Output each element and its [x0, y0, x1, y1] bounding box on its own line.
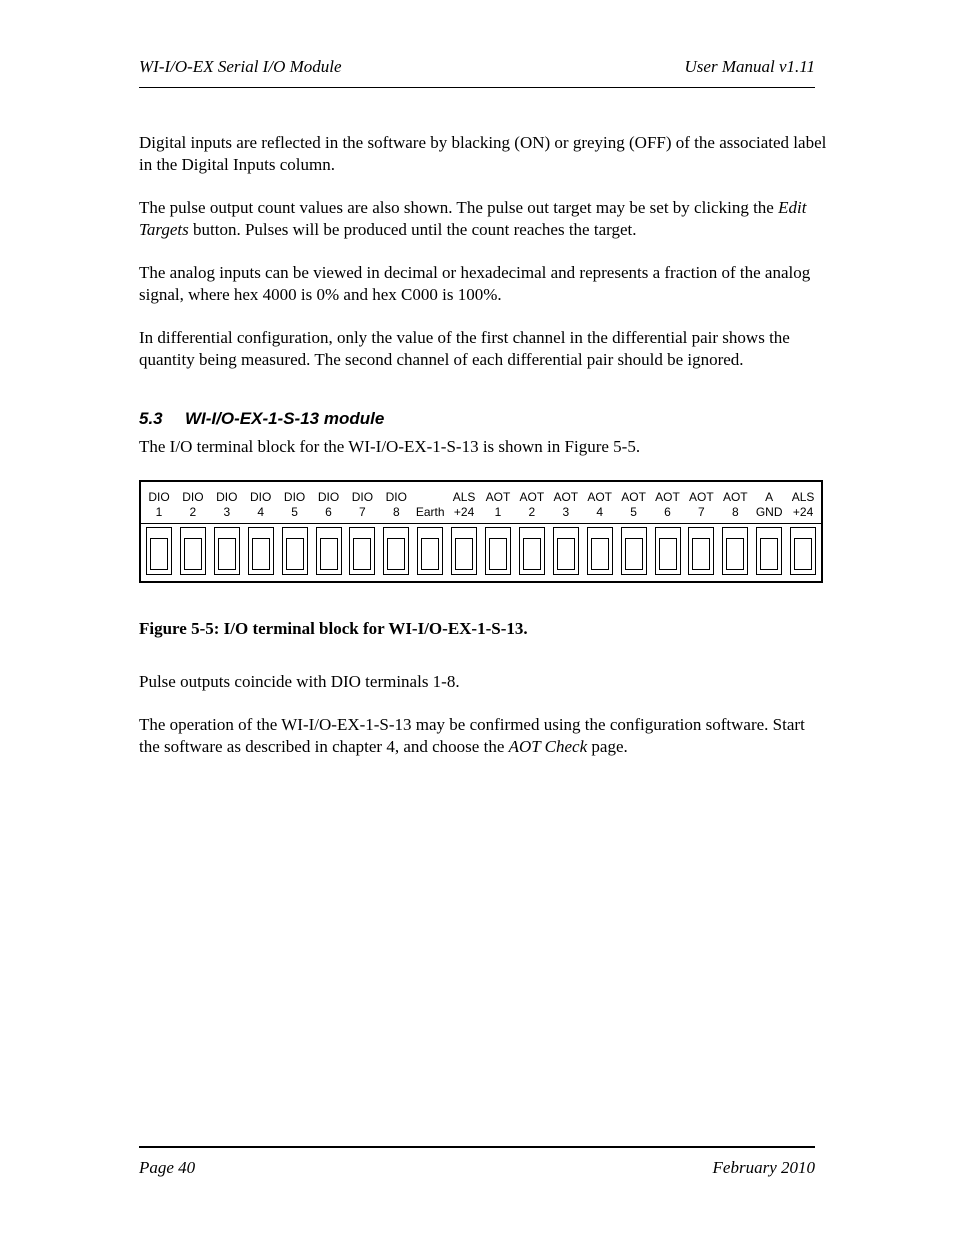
terminal-screw-inner — [760, 538, 778, 570]
paragraph — [139, 327, 829, 371]
terminal-screw-slot — [451, 527, 477, 575]
paragraph — [139, 714, 829, 758]
terminal-label — [617, 490, 651, 520]
terminal-label-top — [413, 490, 447, 505]
terminal-screw-slot — [553, 527, 579, 575]
terminal-label-top: AOT — [655, 490, 680, 504]
terminal-screw-slot — [316, 527, 342, 575]
terminal-label-bottom: 6 — [664, 505, 671, 519]
terminal-label — [549, 490, 583, 520]
terminal-label — [210, 490, 244, 520]
terminal-screw-slot — [519, 527, 545, 575]
terminal-label-top: DIO — [216, 490, 238, 504]
terminal-label-top: DIO — [385, 490, 407, 504]
terminal-block-figure — [139, 480, 823, 583]
terminal-label-bottom: 2 — [528, 505, 536, 519]
header-version: User Manual v1.11 — [684, 57, 815, 76]
terminal-label-bottom: 4 — [257, 505, 265, 519]
paragraph — [139, 197, 829, 241]
terminal-screw-inner — [489, 538, 507, 570]
terminal-label-top: DIO — [283, 490, 306, 504]
emphasis-text: Edit Targets — [139, 198, 807, 239]
terminal-screw-inner — [557, 538, 575, 570]
terminal-screw-inner — [421, 538, 439, 570]
terminal-screw-inner — [320, 538, 338, 570]
terminal-label — [447, 490, 481, 520]
terminal-label-top: AOT — [519, 490, 545, 504]
terminal-label-bottom: 5 — [291, 505, 298, 519]
terminal-label-top: AOT — [722, 490, 748, 504]
terminal-screw-inner — [252, 538, 270, 570]
terminal-label-top: ALS — [791, 490, 815, 504]
terminal-label-row — [141, 485, 821, 524]
paragraph — [139, 132, 829, 176]
terminal-screw-inner — [625, 538, 643, 570]
terminal-label-bottom: 7 — [359, 505, 366, 519]
terminal-label-bottom: 1 — [494, 505, 502, 519]
terminal-label-top: DIO — [250, 490, 272, 504]
terminal-screw-slot — [621, 527, 647, 575]
terminal-label-bottom: GND — [755, 505, 783, 519]
terminal-label — [651, 490, 685, 520]
text-run: button. Pulses will be produced until the count reaches the target. — [188, 220, 637, 239]
page-number: Page 40 — [139, 1158, 196, 1177]
terminal-screw-slot — [214, 527, 240, 575]
text-run: Pulse outputs coincide with DIO terminals 1-8. — [139, 672, 460, 691]
footer-date: February 2010 — [712, 1158, 815, 1177]
terminal-screw-slot — [417, 527, 443, 575]
terminal-screw-slot — [282, 527, 308, 575]
terminal-label-bottom: +24 — [792, 505, 814, 519]
terminal-label-bottom: 6 — [325, 505, 332, 519]
terminal-screw-slot — [655, 527, 681, 575]
terminal-label-bottom: +24 — [453, 505, 475, 519]
terminal-screw-inner — [726, 538, 744, 570]
terminal-label-top: AOT — [553, 490, 579, 504]
terminal-label — [244, 490, 278, 520]
terminal-label-bottom: Earth — [415, 505, 445, 519]
terminal-screw-inner — [455, 538, 473, 570]
terminal-label-top: DIO — [182, 490, 204, 504]
terminal-screw-slot — [146, 527, 172, 575]
text-run: Digital inputs are reflected in the software by blacking (ON) or greying (OFF) of the associated label in the Digital Inputs column. — [139, 133, 827, 174]
terminal-screw-slot — [688, 527, 714, 575]
terminal-screw-inner — [286, 538, 304, 570]
terminal-label — [515, 490, 549, 520]
terminal-label — [345, 490, 379, 520]
text-run: The analog inputs can be viewed in decimal or hexadecimal and represents a fraction of the analog signal, where hex 4000 is 0% and hex C000 is 100%. — [139, 263, 811, 304]
terminal-label — [752, 490, 786, 520]
terminal-label — [176, 490, 210, 520]
figure-caption: Figure 5-5: I/O terminal block for WI-I/O-EX-1-S-13. — [139, 619, 528, 638]
terminal-label — [583, 490, 617, 520]
terminal-screw-slot — [248, 527, 274, 575]
terminal-screw-slot — [756, 527, 782, 575]
terminal-label — [786, 490, 820, 520]
terminal-label — [413, 490, 447, 520]
terminal-screw-inner — [387, 538, 405, 570]
terminal-label — [718, 490, 752, 520]
terminal-label — [142, 490, 176, 520]
section-title: WI-I/O-EX-1-S-13 module — [185, 409, 385, 428]
terminal-label — [379, 490, 413, 520]
terminal-screw-slot — [383, 527, 409, 575]
paragraph — [139, 262, 829, 306]
header-title: WI-I/O-EX Serial I/O Module — [139, 57, 342, 76]
terminal-label-top: DIO — [148, 490, 170, 504]
terminal-screw-inner — [659, 538, 677, 570]
terminal-label-bottom: 3 — [223, 505, 231, 519]
section-heading — [139, 409, 384, 429]
text-run: page. — [587, 737, 628, 756]
body-text — [139, 132, 829, 392]
terminal-screw-slot — [587, 527, 613, 575]
terminal-screw-slot — [790, 527, 816, 575]
terminal-label-bottom: 8 — [392, 505, 400, 519]
text-run: In differential configuration, only the value of the first channel in the differential pair shows the quantity being measured. The second channel of each differential pair should be ignored. — [139, 328, 790, 369]
terminal-screw-inner — [218, 538, 236, 570]
terminal-label-top: DIO — [351, 490, 374, 504]
intro-paragraph: The I/O terminal block for the WI-I/O-EX-1-S-13 is shown in Figure 5-5. — [139, 437, 641, 456]
terminal-screw-inner — [591, 538, 609, 570]
body-text-2 — [139, 671, 829, 779]
terminal-screw-inner — [353, 538, 371, 570]
page-header — [139, 57, 815, 88]
text-run: The pulse output count values are also shown. The pulse out target may be set by clicking the — [139, 198, 779, 217]
terminal-label-top: ALS — [452, 490, 476, 504]
terminal-screw-inner — [523, 538, 541, 570]
terminal-label-bottom: 7 — [698, 505, 705, 519]
terminal-label-top: DIO — [317, 490, 340, 504]
section-number: 5.3 — [139, 409, 163, 428]
terminal-screw-slot — [349, 527, 375, 575]
terminal-screw-inner — [692, 538, 710, 570]
terminal-label-top: AOT — [689, 490, 714, 504]
terminal-label — [684, 490, 718, 520]
terminal-screw-slot — [485, 527, 511, 575]
terminal-screw-inner — [184, 538, 202, 570]
terminal-screw-slot — [722, 527, 748, 575]
terminal-screw-inner — [150, 538, 168, 570]
terminal-label — [481, 490, 515, 520]
emphasis-text: AOT Check — [508, 737, 588, 756]
terminal-label-top: AOT — [621, 490, 646, 504]
terminal-label-bottom: 2 — [189, 505, 197, 519]
page-footer — [139, 1146, 815, 1177]
terminal-label-top: AOT — [587, 490, 613, 504]
terminal-label-bottom: 3 — [562, 505, 570, 519]
terminal-label-bottom: 5 — [630, 505, 637, 519]
terminal-label-top: A — [765, 490, 774, 504]
terminal-label-bottom: 1 — [155, 505, 163, 519]
terminal-screw-slot — [180, 527, 206, 575]
terminal-screw-inner — [794, 538, 812, 570]
terminal-label-bottom: 8 — [731, 505, 739, 519]
terminal-label — [312, 490, 346, 520]
terminal-label-bottom: 4 — [596, 505, 604, 519]
terminal-label-top: AOT — [485, 490, 511, 504]
terminal-label — [278, 490, 312, 520]
text-run: The operation of the WI-I/O-EX-1-S-13 may be confirmed using the configuration software. Start the software as described in chapter 4, and choose the — [139, 715, 805, 756]
paragraph — [139, 671, 829, 693]
